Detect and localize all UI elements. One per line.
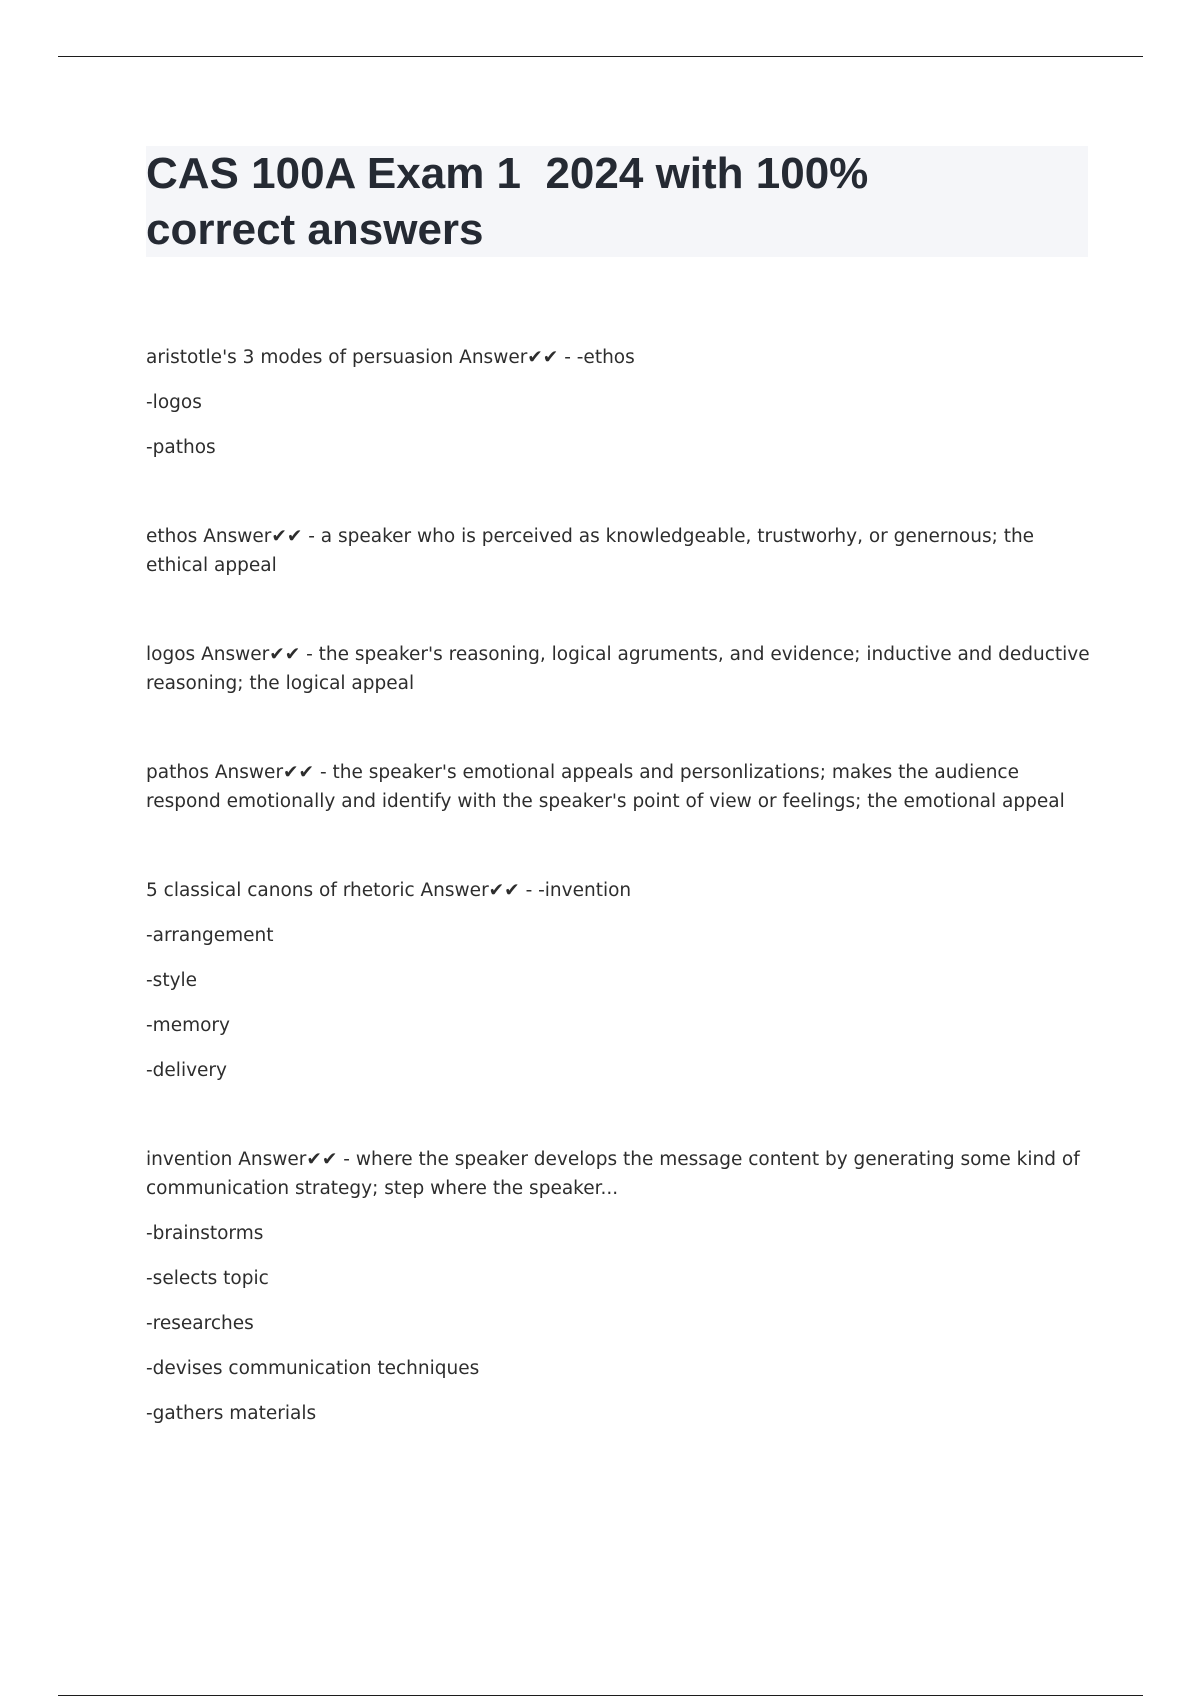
list-item: -memory (146, 1015, 230, 1036)
answer-tag: Answer✔✔ (459, 347, 559, 368)
list-item: -style (146, 970, 198, 991)
answer-text: - the speaker's reasoning, logical agruments, and evidence; inductive and deductive reasoning; the logical appeal (146, 644, 1090, 694)
title-block (146, 146, 1088, 257)
answer-tag: Answer✔✔ (420, 880, 520, 901)
answer-text: - -invention (525, 880, 632, 901)
qa-content (146, 343, 1096, 1488)
question-text: invention (146, 1149, 233, 1170)
document-title: CAS 100A Exam 1 2024 with 100% correct answers (146, 149, 881, 254)
answer-tag: Answer✔✔ (238, 1149, 338, 1170)
answer-text: - the speaker's emotional appeals and personlizations; makes the audience respond emotionally and identify with the speaker's point of view or feelings; the emotional appeal (146, 762, 1065, 812)
question-text: aristotle's 3 modes of persuasion (146, 347, 454, 368)
qa-question-line (146, 522, 1096, 580)
bottom-rule (58, 1695, 1143, 1696)
qa-question-line (146, 343, 1096, 372)
question-text: logos (146, 644, 196, 665)
question-text: pathos (146, 762, 210, 783)
qa-question-line (146, 640, 1096, 698)
top-rule (58, 56, 1143, 57)
list-item: -brainstorms (146, 1223, 264, 1244)
qa-question-line (146, 758, 1096, 816)
answer-tag: Answer✔✔ (203, 526, 303, 547)
qa-item (146, 640, 1096, 698)
list-item: -gathers materials (146, 1403, 317, 1424)
qa-question-line (146, 1145, 1096, 1203)
list-item: -researches (146, 1313, 254, 1334)
qa-item (146, 1145, 1096, 1428)
list-item: -logos (146, 392, 202, 413)
answer-text: - a speaker who is perceived as knowledgeable, trustworhy, or genernous; the ethical appeal (146, 526, 1035, 576)
answer-tag: Answer✔✔ (201, 644, 301, 665)
qa-item (146, 522, 1096, 580)
list-item: -delivery (146, 1060, 227, 1081)
list-item: -devises communication techniques (146, 1358, 480, 1379)
qa-question-line (146, 876, 1096, 905)
qa-item (146, 343, 1096, 462)
list-item: -pathos (146, 437, 216, 458)
answer-text: - -ethos (564, 347, 635, 368)
question-text: 5 classical canons of rhetoric (146, 880, 415, 901)
question-text: ethos (146, 526, 198, 547)
answer-text: - where the speaker develops the message content by generating some kind of communication strategy; step where the speaker... (146, 1149, 1080, 1199)
list-item: -selects topic (146, 1268, 269, 1289)
qa-item (146, 758, 1096, 816)
qa-item (146, 876, 1096, 1085)
answer-tag: Answer✔✔ (214, 762, 315, 783)
list-item: -arrangement (146, 925, 274, 946)
